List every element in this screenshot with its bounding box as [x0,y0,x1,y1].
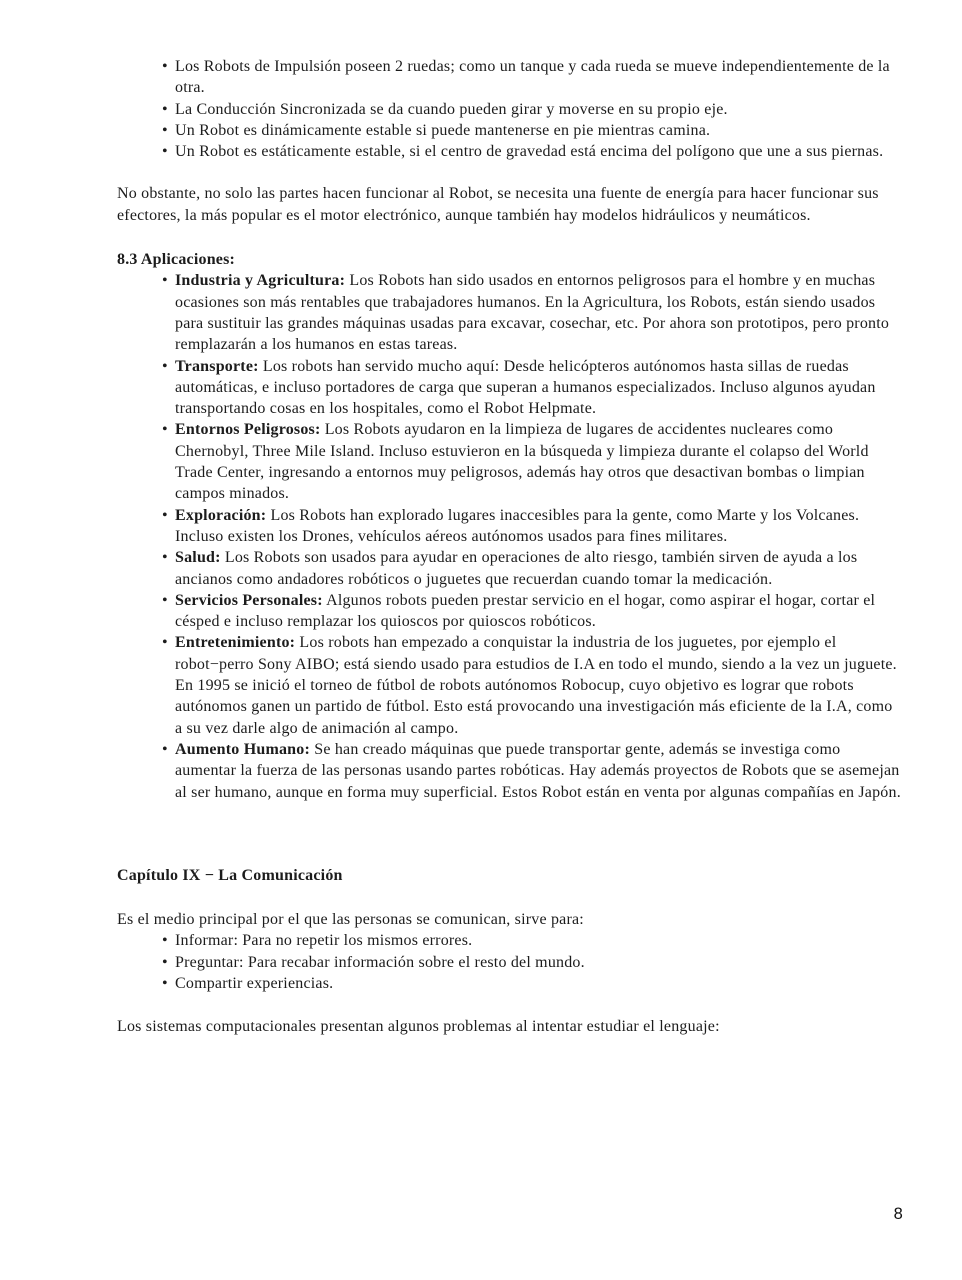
list-item: • Compartir experiencias. [162,973,903,994]
bullet-list-communication-purposes [117,930,903,994]
term-label: Transporte: [175,357,259,375]
term-description: Los Robots son usados para ayudar en operaciones de alto riesgo, también sirven de ayuda a los ancianos como andadores robóticos o juguetes que recuerdan cuando tomar la medicación. [175,549,858,588]
term-description: Los Robots han explorado lugares inaccesibles para la gente, como Marte y los Volcanes. Incluso existen los Drones, vehículos aéreos autónomos usados para fines militares. [175,506,860,545]
list-item [162,356,903,420]
list-item [162,547,903,590]
page-content [117,56,903,1038]
term-label: Industria y Agricultura: [175,272,346,290]
term-label: Entornos Peligrosos: [175,421,321,439]
term-description: Algunos robots pueden prestar servicio en el hogar, como aspirar el hogar, cortar el césped e incluso remplazar los quioscos por quioscos robóticos. [175,591,876,631]
list-item [162,270,903,355]
section-heading-aplicaciones: 8.3 Aplicaciones: [117,251,236,269]
list-item: • Informar: Para no repetir los mismos errores. [162,930,903,951]
term-description: Los Robots han sido usados en entornos peligrosos para el hombre y en muchas ocasiones son más rentables que trabajadores humanos. En la Agricultura, los Robots, están siendo usados para sustituir las grandes máquinas usadas para excavar, cosechar, etc. Por ahora son prototipos, pero pronto remplazarán a los humanos en estas tareas. [175,272,890,354]
term-label: Aumento Humano: [175,740,311,758]
list-item: • Un Robot es dinámicamente estable si puede mantenerse en pie mientras camina. [162,120,903,141]
list-item [162,739,903,803]
term-description: Los Robots ayudaron en la limpieza de lugares de accidentes nucleares como Chernobyl, Three Mile Island. Incluso estuvieron en la búsqueda y limpieza durante el colapso del World Trade Center, ingresando a entornos muy peligrosos, además hay otros que desactivan bombas o limpian campos minados. [175,421,869,503]
term-label: Entretenimiento: [175,634,296,652]
list-item [162,419,903,504]
list-item: • Los Robots de Impulsión poseen 2 ruedas; como un tanque y cada rueda se mueve independientemente de la otra. [162,56,903,99]
term-label: Salud: [175,549,221,567]
list-item: • Un Robot es estáticamente estable, si el centro de gravedad está encima del polígono que une a sus piernas. [162,141,903,162]
term-description: Los robots han servido mucho aquí: Desde helicópteros autónomos hasta sillas de ruedas automáticas, e incluso portadores de carga que superan a humanos especializados. Incluso algunos ayudan transportando cosas en los hospitales, como el Robot Helpmate. [175,357,876,418]
paragraph-energy-source: No obstante, no solo las partes hacen funcionar al Robot, se necesita una fuente de energía para hacer funcionar sus efectores, la más popular es el motor electrónico, aunque también hay modelos hidráulicos y neumáticos. [117,185,879,224]
term-label: Servicios Personales: [175,591,323,609]
list-item: • Preguntar: Para recabar información sobre el resto del mundo. [162,952,903,973]
chapter-heading-comunicacion: Capítulo IX − La Comunicación [117,866,343,884]
list-item [162,505,903,548]
bullet-list-robot-properties [117,56,903,162]
term-description: Los robots han empezado a conquistar la industria de los juguetes, por ejemplo el robot−perro Sony AIBO; está siendo usado para estudios de I.A en todo el mundo, siendo a la vez un juguete. En 1995 se inició el torneo de fútbol de robots autónomos Robocup, cuyo objetivo es lograr que robots autónomos ganen un partido de fútbol. Esto está provocando una investigación más eficiente de la I.A, como a su vez darle algo de animación al campo. [175,634,897,737]
paragraph-language-problems: Los sistemas computacionales presentan algunos problemas al intentar estudiar el lenguaje: [117,1018,720,1036]
list-item: • La Conducción Sincronizada se da cuando pueden girar y moverse en su propio eje. [162,99,903,120]
page-number: 8 [893,1205,903,1223]
paragraph-comunicacion-intro: Es el medio principal por el que las personas se comunican, sirve para: [117,911,584,929]
term-description: Se han creado máquinas que puede transportar gente, además se investiga como aumentar la fuerza de las personas usando partes robóticas. Hay además proyectos de Robots que se asemejan al ser humano, aunque en forma muy superficial. Estos Robot están en venta por algunas compañías en Japón. [175,740,901,801]
term-label: Exploración: [175,506,267,524]
list-item [162,632,903,738]
list-item [162,590,903,633]
bullet-list-applications [117,270,903,802]
